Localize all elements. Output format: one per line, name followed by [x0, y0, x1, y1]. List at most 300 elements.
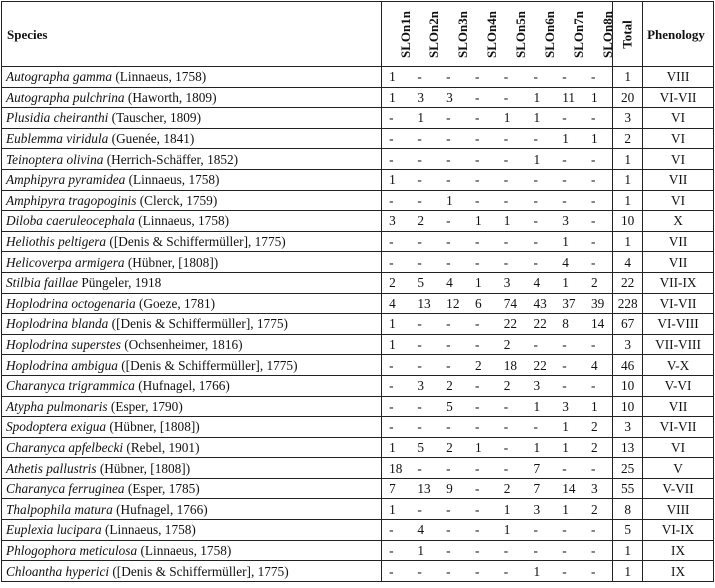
site-count-cell: 2	[497, 375, 527, 396]
site-count-cell: -	[555, 67, 584, 88]
phenology-cell: VII-VIII	[643, 334, 714, 355]
site-count-cell: -	[497, 252, 527, 273]
table-row	[2, 355, 714, 376]
species-name: Athetis pallustris	[6, 460, 97, 476]
total-cell: 1	[613, 231, 643, 252]
site-count-cell: -	[382, 355, 411, 376]
total-cell: 228	[613, 293, 643, 314]
site-count-cell: 1	[382, 334, 411, 355]
table-row	[2, 499, 714, 520]
site-count-cell: -	[555, 355, 584, 376]
phenology-cell: VIII	[643, 67, 714, 88]
species-name: Stilbia faillae	[6, 275, 79, 291]
phenology-cell: VII	[643, 252, 714, 273]
site-count-cell: 1	[555, 272, 584, 293]
site-count-cell: -	[468, 252, 497, 273]
site-count-cell: 1	[382, 499, 411, 520]
site-header-8	[584, 2, 616, 67]
species-cell	[2, 67, 382, 88]
site-count-cell: -	[439, 211, 468, 232]
total-cell: 3	[613, 334, 643, 355]
site-count-cell: 4	[526, 272, 555, 293]
site-count-cell: -	[439, 561, 468, 582]
site-count-cell: 2	[410, 211, 439, 232]
site-count-cell: -	[468, 396, 497, 417]
table-row	[2, 231, 714, 252]
species-name: Hoplodrina octogenaria	[6, 295, 136, 311]
site-header-label: SLOn1n	[398, 10, 414, 58]
site-count-cell: -	[468, 314, 497, 335]
species-table	[1, 1, 714, 582]
species-author: (Esper, 1790)	[107, 398, 183, 414]
site-count-cell: 1	[555, 417, 584, 438]
site-count-cell: -	[410, 355, 439, 376]
site-count-cell: 2	[439, 437, 468, 458]
species-name: Amphipyra pyramidea	[6, 172, 126, 188]
site-count-cell: 1	[382, 87, 411, 108]
site-header-1	[382, 2, 414, 67]
total-cell: 5	[613, 520, 643, 541]
site-count-cell: -	[584, 149, 613, 170]
site-count-cell: 1	[468, 211, 497, 232]
site-count-cell: 1	[439, 190, 468, 211]
site-count-cell: 3	[584, 478, 613, 499]
site-count-cell: -	[410, 417, 439, 438]
table-row	[2, 334, 714, 355]
table-row	[2, 293, 714, 314]
phenology-cell: VII	[643, 231, 714, 252]
species-header: Species	[2, 2, 382, 67]
site-count-cell: 2	[584, 499, 613, 520]
phenology-cell: VII-IX	[643, 272, 714, 293]
site-count-cell: 13	[410, 293, 439, 314]
table-row	[2, 478, 714, 499]
species-name: Euplexia lucipara	[6, 522, 102, 538]
site-count-cell: -	[555, 334, 584, 355]
table-row	[2, 540, 714, 561]
species-name: Plusidia cheiranthi	[6, 110, 109, 126]
site-count-cell: 2	[382, 272, 411, 293]
species-author: ([Denis & Schiffermüller], 1775)	[109, 563, 289, 579]
site-count-cell: -	[526, 211, 555, 232]
species-name: Eublemma viridula	[6, 131, 109, 147]
species-cell	[2, 252, 382, 273]
species-name: Phlogophora meticulosa	[6, 542, 138, 558]
site-count-cell: 1	[555, 128, 584, 149]
species-cell	[2, 293, 382, 314]
species-cell	[2, 169, 382, 190]
site-count-cell: -	[497, 87, 527, 108]
site-count-cell: -	[410, 128, 439, 149]
total-cell: 2	[613, 128, 643, 149]
site-count-cell: -	[526, 128, 555, 149]
site-count-cell: 1	[526, 561, 555, 582]
site-count-cell: -	[439, 67, 468, 88]
species-author: (Haworth, 1809)	[124, 89, 217, 105]
site-count-cell: -	[410, 458, 439, 479]
site-count-cell: 37	[555, 293, 584, 314]
site-count-cell: 1	[497, 499, 527, 520]
species-author: (Goeze, 1781)	[135, 295, 216, 311]
table-row	[2, 149, 714, 170]
site-count-cell: -	[382, 108, 411, 129]
site-count-cell: -	[382, 231, 411, 252]
species-author: (Linnaeus, 1758)	[134, 213, 230, 229]
site-count-cell: 1	[526, 87, 555, 108]
site-count-cell: 1	[555, 231, 584, 252]
site-count-cell: 1	[555, 499, 584, 520]
table-row	[2, 128, 714, 149]
total-cell: 1	[613, 540, 643, 561]
site-count-cell: 1	[410, 540, 439, 561]
species-name: Charanyca apfelbecki	[6, 439, 124, 455]
site-count-cell: -	[555, 149, 584, 170]
site-count-cell: -	[555, 520, 584, 541]
species-cell	[2, 561, 382, 582]
site-count-cell: -	[382, 540, 411, 561]
site-count-cell: -	[555, 561, 584, 582]
site-count-cell: -	[439, 108, 468, 129]
site-count-cell: -	[468, 108, 497, 129]
site-count-cell: -	[439, 458, 468, 479]
species-cell	[2, 396, 382, 417]
species-name: Hoplodrina superstes	[6, 337, 121, 353]
table-row	[2, 561, 714, 582]
table-row	[2, 375, 714, 396]
site-count-cell: -	[468, 87, 497, 108]
site-count-cell: -	[382, 396, 411, 417]
total-cell: 67	[613, 314, 643, 335]
site-count-cell: -	[439, 499, 468, 520]
site-count-cell: -	[382, 417, 411, 438]
site-count-cell: 18	[382, 458, 411, 479]
total-header	[613, 2, 643, 67]
site-count-cell: 2	[584, 272, 613, 293]
site-count-cell: -	[468, 334, 497, 355]
species-cell	[2, 108, 382, 129]
species-author: (Linnaeus, 1758)	[137, 542, 232, 558]
site-header-7	[555, 2, 587, 67]
site-count-cell: -	[555, 190, 584, 211]
species-name: Thalpophila matura	[6, 501, 113, 517]
species-cell	[2, 520, 382, 541]
site-count-cell: -	[382, 190, 411, 211]
site-count-cell: 74	[497, 293, 527, 314]
site-count-cell: -	[497, 458, 527, 479]
site-count-cell: -	[439, 252, 468, 273]
species-cell	[2, 128, 382, 149]
site-count-cell: -	[555, 375, 584, 396]
species-author: (Linnaeus, 1758)	[125, 172, 220, 188]
site-count-cell: 3	[526, 499, 555, 520]
site-count-cell: 1	[526, 396, 555, 417]
site-count-cell: -	[410, 169, 439, 190]
phenology-cell: IX	[643, 561, 714, 582]
site-count-cell: -	[468, 561, 497, 582]
site-count-cell: 3	[410, 87, 439, 108]
table-row	[2, 417, 714, 438]
site-count-cell: -	[439, 314, 468, 335]
site-count-cell: -	[526, 252, 555, 273]
site-count-cell: 14	[584, 314, 613, 335]
site-count-cell: 1	[584, 396, 613, 417]
site-count-cell: 1	[382, 314, 411, 335]
species-cell	[2, 231, 382, 252]
species-cell	[2, 272, 382, 293]
site-count-cell: 7	[526, 478, 555, 499]
species-cell	[2, 314, 382, 335]
site-count-cell: 2	[584, 437, 613, 458]
site-count-cell: -	[497, 149, 527, 170]
site-count-cell: -	[584, 334, 613, 355]
species-author: ([Denis & Schiffermüller], 1775)	[117, 357, 298, 373]
species-name: Helicoverpa armigera	[6, 254, 125, 270]
site-count-cell: 4	[439, 272, 468, 293]
site-count-cell: -	[468, 190, 497, 211]
table-row	[2, 520, 714, 541]
species-cell	[2, 87, 382, 108]
total-cell: 22	[613, 272, 643, 293]
phenology-cell: VI	[643, 190, 714, 211]
site-count-cell: 6	[468, 293, 497, 314]
site-count-cell: -	[497, 437, 527, 458]
site-header-label: SLOn2n	[426, 10, 442, 58]
site-count-cell: -	[468, 417, 497, 438]
site-count-cell: 1	[410, 108, 439, 129]
site-header-label: SLOn3n	[455, 10, 471, 58]
species-author: ([Denis & Schiffermüller], 1775)	[106, 234, 286, 250]
species-author: (Herrich-Schäffer, 1852)	[103, 151, 239, 167]
site-count-cell: -	[526, 231, 555, 252]
species-author: (Hübner, [1808])	[124, 254, 219, 270]
total-cell: 1	[613, 169, 643, 190]
site-count-cell: -	[497, 67, 527, 88]
total-cell: 1	[613, 561, 643, 582]
species-author: (Esper, 1785)	[124, 481, 200, 497]
site-count-cell: -	[497, 190, 527, 211]
site-count-cell: -	[468, 540, 497, 561]
site-count-cell: -	[497, 169, 527, 190]
species-name: Diloba caeruleocephala	[6, 213, 135, 229]
table-row	[2, 252, 714, 273]
site-count-cell: -	[555, 108, 584, 129]
site-count-cell: -	[410, 314, 439, 335]
total-cell: 20	[613, 87, 643, 108]
phenology-cell: VI-VIII	[643, 314, 714, 335]
site-count-cell: -	[468, 149, 497, 170]
site-count-cell: 1	[526, 437, 555, 458]
total-cell: 10	[613, 396, 643, 417]
total-cell: 55	[613, 478, 643, 499]
site-count-cell: -	[410, 252, 439, 273]
site-count-cell: 4	[410, 520, 439, 541]
phenology-cell: X	[643, 211, 714, 232]
species-cell	[2, 499, 382, 520]
phenology-cell: IX	[643, 540, 714, 561]
site-count-cell: 7	[382, 478, 411, 499]
site-count-cell: -	[526, 169, 555, 190]
site-count-cell: -	[468, 128, 497, 149]
phenology-header: Phenology	[643, 2, 714, 67]
site-count-cell: -	[584, 211, 613, 232]
species-cell	[2, 458, 382, 479]
species-author: (Linnaeus, 1758)	[112, 69, 207, 85]
site-count-cell: 1	[468, 437, 497, 458]
site-count-cell: 7	[526, 458, 555, 479]
site-count-cell: -	[410, 396, 439, 417]
site-count-cell: -	[468, 478, 497, 499]
site-count-cell: 4	[584, 355, 613, 376]
site-count-cell: -	[439, 334, 468, 355]
species-name: Teinoptera olivina	[6, 151, 104, 167]
site-header-3	[439, 2, 471, 67]
species-name: Charanyca ferruginea	[6, 481, 125, 497]
species-name: Amphipyra tragopoginis	[6, 192, 137, 208]
site-count-cell: 9	[439, 478, 468, 499]
site-count-cell: -	[584, 540, 613, 561]
species-author: (Hufnagel, 1766)	[112, 501, 208, 517]
total-cell: 25	[613, 458, 643, 479]
species-name: Spodoptera exigua	[6, 419, 107, 435]
species-cell	[2, 190, 382, 211]
table-body	[2, 67, 714, 582]
site-count-cell: -	[439, 417, 468, 438]
site-count-cell: -	[497, 540, 527, 561]
site-count-cell: 1	[497, 520, 527, 541]
site-count-cell: 3	[526, 375, 555, 396]
phenology-cell: VI-VII	[643, 293, 714, 314]
phenology-cell: VI	[643, 437, 714, 458]
species-author: (Hübner, [1808])	[96, 460, 191, 476]
species-cell	[2, 437, 382, 458]
site-count-cell: 2	[584, 417, 613, 438]
site-count-cell: 2	[497, 334, 527, 355]
species-author: (Ochsenheimer, 1816)	[120, 337, 243, 353]
total-cell: 4	[613, 252, 643, 273]
site-count-cell: -	[526, 540, 555, 561]
site-count-cell: 3	[555, 211, 584, 232]
site-count-cell: -	[526, 334, 555, 355]
total-cell: 1	[613, 67, 643, 88]
site-header-label: SLOn7n	[571, 10, 587, 58]
site-count-cell: 3	[497, 272, 527, 293]
site-count-cell: -	[497, 396, 527, 417]
site-count-cell: 14	[555, 478, 584, 499]
total-cell: 3	[613, 108, 643, 129]
site-count-cell: -	[555, 458, 584, 479]
site-count-cell: 3	[439, 87, 468, 108]
site-count-cell: -	[584, 169, 613, 190]
site-count-cell: -	[468, 499, 497, 520]
total-cell: 10	[613, 211, 643, 232]
site-count-cell: -	[584, 458, 613, 479]
site-count-cell: 13	[410, 478, 439, 499]
phenology-cell: VIII	[643, 499, 714, 520]
species-name: Heliothis peltigera	[6, 234, 107, 250]
site-count-cell: -	[584, 561, 613, 582]
site-count-cell: 12	[439, 293, 468, 314]
total-cell: 1	[613, 149, 643, 170]
site-count-cell: -	[410, 499, 439, 520]
phenology-cell: V-X	[643, 355, 714, 376]
site-count-cell: -	[584, 375, 613, 396]
site-count-cell: -	[584, 190, 613, 211]
site-count-cell: 1	[382, 169, 411, 190]
site-count-cell: -	[382, 128, 411, 149]
site-count-cell: -	[439, 149, 468, 170]
site-count-cell: -	[439, 231, 468, 252]
site-count-cell: -	[410, 334, 439, 355]
species-name: Autographa gamma	[6, 69, 113, 85]
site-count-cell: -	[439, 540, 468, 561]
site-count-cell: -	[468, 520, 497, 541]
species-cell	[2, 375, 382, 396]
site-count-cell: -	[497, 561, 527, 582]
site-header-label: SLOn8n	[600, 10, 616, 58]
species-author: (Clerck, 1759)	[136, 192, 218, 208]
site-header-5	[497, 2, 527, 67]
total-cell: 10	[613, 375, 643, 396]
site-count-cell: 3	[382, 211, 411, 232]
site-count-cell: 43	[526, 293, 555, 314]
site-count-cell: 1	[584, 87, 613, 108]
phenology-cell: VII	[643, 169, 714, 190]
site-count-cell: -	[439, 128, 468, 149]
site-count-cell: -	[410, 561, 439, 582]
phenology-cell: VI	[643, 108, 714, 129]
site-count-cell: 1	[382, 437, 411, 458]
table-row	[2, 169, 714, 190]
table-row	[2, 458, 714, 479]
site-count-cell: -	[410, 67, 439, 88]
table-row	[2, 87, 714, 108]
site-count-cell: 18	[497, 355, 527, 376]
site-count-cell: -	[468, 169, 497, 190]
site-count-cell: 3	[410, 375, 439, 396]
species-cell	[2, 417, 382, 438]
site-count-cell: 2	[497, 478, 527, 499]
species-author: ([Denis & Schiffermüller], 1775)	[108, 316, 288, 332]
phenology-cell: VI	[643, 149, 714, 170]
table-row	[2, 437, 714, 458]
site-count-cell: 1	[497, 211, 527, 232]
species-name: Hoplodrina blanda	[6, 316, 109, 332]
site-count-cell: 1	[526, 149, 555, 170]
site-count-cell: -	[439, 520, 468, 541]
site-count-cell: 2	[439, 375, 468, 396]
site-count-cell: -	[439, 355, 468, 376]
total-cell: 46	[613, 355, 643, 376]
header-row	[2, 2, 714, 67]
site-header-label: SLOn5n	[512, 10, 528, 58]
site-count-cell: 22	[497, 314, 527, 335]
species-name: Hoplodrina ambigua	[6, 357, 118, 373]
total-header-label: Total	[620, 19, 636, 49]
site-count-cell: -	[468, 231, 497, 252]
site-count-cell: -	[382, 561, 411, 582]
species-name: Chloantha hyperici	[6, 563, 110, 579]
species-cell	[2, 211, 382, 232]
site-count-cell: 5	[439, 396, 468, 417]
site-count-cell: -	[439, 169, 468, 190]
table-row	[2, 396, 714, 417]
site-count-cell: 1	[584, 128, 613, 149]
site-count-cell: -	[382, 520, 411, 541]
site-count-cell: -	[526, 190, 555, 211]
site-count-cell: -	[497, 231, 527, 252]
phenology-cell: V-VII	[643, 478, 714, 499]
site-count-cell: 1	[555, 437, 584, 458]
